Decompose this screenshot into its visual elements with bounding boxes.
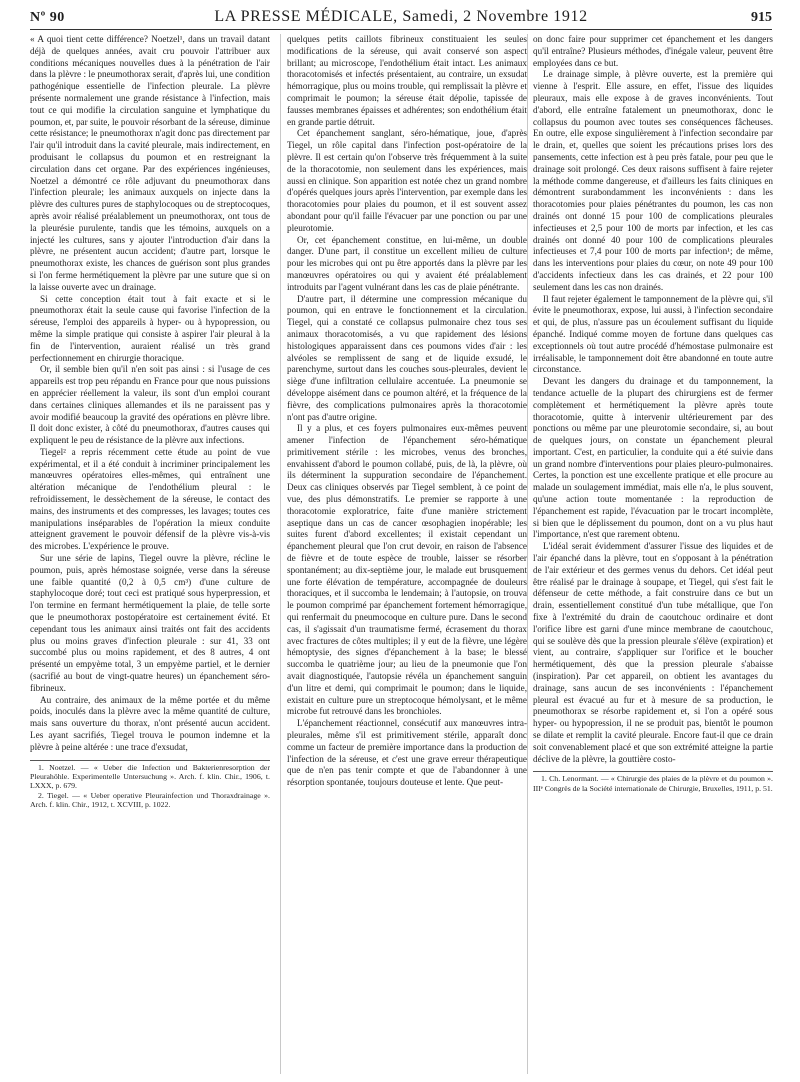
paragraph: Devant les dangers du drainage et du tamponnement, la tendance actuelle de la plupart des chirurgiens est de fermer complètement et hermétiquement la plèvre après toute thoracotomie, quitte à intervenir ultérieurement par des ponctions ou même par une pleurotomie secondaire, si, au bout de quelques jours, on constate un épanchement pleural important. C'est, en particulier, la conduite qui a été suivie dans un grand nombre d'interventions pour plaies pleuro-pulmonaires. Certes, la ponction est une excellente pratique et elle procure au malade un soulagement immédiat, mais elle n'a, le plus souvent, qu'une action toute momentanée : la reproduction de l'épanchement est rapide, l'évacuation par le trocart incomplète, si bien que le déplissement du poumon, dont on a vu plus haut l'importance, n'est que rarement obtenu. — [533, 376, 773, 540]
paragraph: Cet épanchement sanglant, séro-hématique, joue, d'après Tiegel, un rôle capital dans l'infection post-opératoire de la plèvre. Il est certain qu'on l'observe très fréquemment à la suite de la thoracotomie, non seulement dans les expériences, mais aussi en clinique. Son apparition est notée chez un grand nombre d'opérés quelques jours après l'intervention, par exemple dans les thoracotomies pour plaies du poumon, et il est souvent assez abondant pour qu'il faille l'évacuer par une ponction ou par une pleurotomie. — [287, 128, 527, 233]
column-1 — [30, 34, 270, 1078]
column-2 — [287, 34, 527, 1078]
paragraph: Le drainage simple, à plèvre ouverte, est la première qui vienne à l'esprit. Elle assure, en effet, l'issue des liquides pleuraux, mais elle expose à de graves inconvénients. Tout d'abord, elle entraîne fatalement un pneumothorax, donc le collapsus du poumon avec toutes ses conséquences fâcheuses. En outre, elle expose singulièrement à l'infection secondaire par le drain, et, quelles que soient les précautions prises lors des pansements, cette infection est à peu près fatale, pour peu que le drainage soit prolongé. Ces deux raisons suffisent à faire rejeter la méthode comme dangereuse, et d'ailleurs les faits cliniques en démontrent surabondamment les inconvénients : dans les thoracotomies pour plaies pénétrantes du poumon, les cas non drainés ont donné 15 pour 100 de complications pleurales infectieuses et 2,5 pour 100 de morts par infection, et les cas drainés ont donné 40 pour 100 de complications pleurales infectieuses et 7,4 pour 100 de morts par infection¹; de même, dans les interventions pour plaies du cœur, on note 49 pour 100 d'accidents infectieux dans les cas drainés, et 22 pour 100 seulement dans les cas non drainés. — [533, 69, 773, 292]
paragraph: L'épanchement réactionnel, consécutif aux manœuvres intra-pleurales, même s'il est primitivement stérile, apparaît donc comme un facteur de première importance dans la production de l'infection de la séreuse, et c'est une grave erreur thérapeutique que de n'en pas tenir compte et que de l'abandonner à une résorption spontanée, toujours douteuse et lente. Que peut- — [287, 718, 527, 788]
paragraph: Or, cet épanchement constitue, en lui-même, un double danger. D'une part, il constitue un excellent milieu de culture pour les microbes qui ont pu être apportés dans la plèvre par les manœuvres opératoires ou qui y avaient été préalablement introduits par l'agent vulnérant dans les cas de plaie pénétrante. — [287, 234, 527, 292]
paragraph: Si cette conception était tout à fait exacte et si le pneumothorax était la seule cause qui favorise l'infection de la séreuse, l'emploi des appareils à hyper- ou à hypopression, ou même la simple pratique qui consiste à aspirer l'air pleural à la fin de l'intervention, auraient réalisé un très grand perfectionnement en chirurgie thoracique. — [30, 293, 270, 363]
paragraph: Tiegel² a repris récemment cette étude au point de vue expérimental, et il a été conduit à incriminer principalement les manœuvres opératoires elles-mêmes, qui entraînent une altération mécanique de l'endothélium pleural : le refroidissement, le dessèchement de la séreuse, le contact des mains, des instruments et des compresses, les lavages; toutes ces manipulations inséparables de l'opération la mieux conduite atteignent gravement le pouvoir défensif de la plèvre vis-à-vis des microbes. L'expérience le prouve. — [30, 446, 270, 552]
page-header — [30, 4, 772, 30]
column-2-body — [287, 34, 527, 789]
page-number: 915 — [751, 10, 772, 25]
footnotes — [533, 771, 773, 793]
paragraph: Or, il semble bien qu'il n'en soit pas ainsi : si l'usage de ces appareils est trop peu répandu en France pour que nous puissions en apprécier réellement la valeur, ils sont d'un emploi courant dans certaines cliniques allemandes et ils ne paraissent pas y avoir modifié beaucoup la gravité des opérations en plèvre libre. Il doit donc exister, à côté du pneumothorax, d'autres causes qui expliquent le peu de résistance de la plèvre aux infections. — [30, 364, 270, 446]
footnote: 1. Noetzel. — « Ueber die Infection und Bakterienresorption der Pleurahöhle. Experimentelle Untersuchung ». Arch. f. klin. Chir., 1906, t. LXXX, p. 679. — [30, 762, 270, 791]
column-3-body — [533, 34, 773, 765]
column-divider — [280, 34, 281, 1074]
paragraph: on donc faire pour supprimer cet épanchement et les dangers qu'il entraîne? Plusieurs méthodes, d'inégale valeur, peuvent être employées dans ce but. — [533, 34, 773, 68]
column-3 — [533, 34, 773, 1078]
journal-title: LA PRESSE MÉDICALE, Samedi, 2 Novembre 1912 — [214, 8, 588, 25]
paragraph: Sur une série de lapins, Tiegel ouvre la plèvre, récline le poumon, puis, après hémostase soignée, verse dans la séreuse une faible quantité (0,2 à 0,5 cm³) d'une culture de staphylocoque doré; tout ceci est pratiqué sous hyperpression, et l'on termine en fermant hermétiquement la plaie, de telle sorte que le pneumothorax postopératoire est certainement évité. Et cependant tous les animaux ainsi traités ont fait des accidents plus ou moins graves d'infection pleurale : sur 41, 33 ont succombé plus ou moins rapidement, et des 8 autres, 4 ont présenté un empyème total, 3 un empyème partiel, et le dernier (sacrifié au bout de vingt-quatre heures) un épanchement séro-fibrineux. — [30, 553, 270, 693]
paragraph: quelques petits caillots fibrineux constituaient les seules modifications de la séreuse, qui avait conservé son aspect brillant; au microscope, l'endothélium était intact. Les animaux thoracotomisés et infectés présentaient, au contraire, un exsudat hémorragique, plus ou moins trouble, qui remplissait la plèvre et comprimait le poumon; la séreuse était dépolie, tapissée de fausses membranes épaisses et adhérentes; son endothélium était en grande partie détruit. — [287, 34, 527, 127]
issue-number: Nº 90 — [30, 10, 65, 25]
paragraph: Au contraire, des animaux de la même portée et du même poids, inoculés dans la plèvre avec la même quantité de culture, mais sans ouverture du thorax, n'ont présenté aucun accident. Les ayant sacrifiés, Tiegel trouva le poumon indemne et la plèvre à peine altérée : une trace d'exsudat, — [30, 694, 270, 752]
footnotes — [30, 760, 270, 810]
footnote: 1. Ch. Lenormant. — « Chirurgie des plaies de la plèvre et du poumon ». IIIᵉ Congrès de la Société internationale de Chirurgie, Bruxelles, 1911, p. 51. — [533, 774, 773, 793]
paragraph: « A quoi tient cette différence? Noetzel¹, dans un travail datant déjà de quelques années, avait cru pouvoir l'attribuer aux conditions mécaniques nouvelles dues à la pénétration de l'air dans la plèvre : le pneumothorax serait, d'après lui, une condition pathogénique essentielle de l'infection pleurale. La plèvre présente normalement une grande résistance à l'infection, mais tout ce qui modifie la circulation sanguine et lymphatique du poumon, et, par suite, le pouvoir résorbant de la séreuse, diminue cette résistance; le pneumothorax n'agit donc pas directement par l'air qu'il introduit dans la cavité pleurale, mais indirectement, en produisant le collapsus du poumon et en restreignant la circulation dans cet organe. Par des expériences ingénieuses, Noetzel a démontré ce rôle adjuvant du pneumothorax dans l'infection pleurale; les animaux auxquels on injecte dans la plèvre des cultures pures de staphylocoques ou de streptocoques, après avoir réalisé préalablement un pneumothorax, ont tous de la pleurésie purulente, tandis que les témoins, auxquels on a injecté les cultures, sans y ajouter l'introduction d'air dans la plèvre, ne présentent aucun accident; d'autre part, lorsque le pneumothorax existe, les chances de guérison sont plus grandes si l'on ferme hermétiquement la plèvre par une suture que si on la laisse ouverte avec un drainage. — [30, 34, 270, 292]
column-divider — [527, 34, 528, 1074]
paragraph: Il faut rejeter également le tamponnement de la plèvre qui, s'il évite le pneumothorax, expose, lui aussi, à l'infection secondaire et qui, de plus, n'assure pas un écoulement suffisant du liquide épanché. Indiqué comme moyen de fortune dans quelques cas exceptionnels où tout autre procédé d'hémostase pulmonaire est irréalisable, le tamponnement doit être abandonné en toute autre circonstance. — [533, 293, 773, 375]
column-1-body — [30, 34, 270, 754]
paragraph: D'autre part, il détermine une compression mécanique du poumon, qui en entrave le fonctionnement et la circulation. Tiegel, qui a constaté ce collapsus pulmonaire chez tous ses animaux thoracotomisés, a vu que rapidement des lésions histologiques apparaissent dans ces poumons vides d'air : les alvéoles se remplissent de sang et de liquide exsudé, le parenchyme, surtout dans les couches sous-pleurales, devient le siège d'une infiltration cellulaire accentuée. La pneumonie se développe aisément dans ce poumon altéré, et la fréquence de la fièvre, des complications pulmonaires après la thoracotomie n'ont pas d'autre origine. — [287, 293, 527, 422]
footnote: 2. Tiegel. — « Ueber operative Pleurainfection und Thoraxdrainage ». Arch. f. klin. Chir., 1912, t. XCVIII, p. 1022. — [30, 790, 270, 810]
header-rule — [30, 29, 772, 30]
paragraph: L'idéal serait évidemment d'assurer l'issue des liquides et de l'air épanché dans la plèvre, tout en s'opposant à la pénétration de l'air extérieur et des germes venus du dehors. Cet idéal peut être réalisé par le drainage à soupape, et Tiegel, qui s'est fait le défenseur de cette méthode, a fait construire dans ce but un drain, essentiellement constitué d'un tube métallique, que l'on fixe à l'extrémité du drain de caoutchouc ordinaire et dont l'orifice libre est garni d'une mince membrane de caoutchouc, qui se soulève dès que la pression pleurale s'élève (expiration) et vient, au contraire, s'appliquer sur l'orifice et le boucher hermétiquement, dès que la pression pleurale s'abaisse (inspiration). Par cet appareil, on obtient les avantages du drainage, sans aucun de ses inconvénients : l'épanchement pleural est évacué au fur et à mesure de sa production, le pneumothorax se résorbe rapidement et, si l'on a opéré sous hyper- ou hypopression, il ne se produit pas, bientôt le poumon se dilate et remplit la cavité pleurale. Encore faut-il que ce drain soit convenablement placé et que son extrémité atteigne la partie déclive de la plèvre, la gouttière costo- — [533, 541, 773, 764]
paragraph: Il y a plus, et ces foyers pulmonaires eux-mêmes peuvent amener l'infection de l'épanchement séro-hématique primitivement stérile : les microbes, venus des bronches, envahissent d'abord le poumon collabé, puis, de là, la plèvre, où ils déterminent la suppuration secondaire de l'épanchement. Deux cas cliniques observés par Tiegel semblent, à ce point de vue, des plus démonstratifs. Le premier se rapporte à une thoracotomie exploratrice, faite d'une manière strictement aseptique dans un cas de cancer œsophagien inopérable; les suites furent d'abord excellentes; il existait cependant un épanchement pleural que l'on crut devoir, en raison de l'absence de fièvre et de toute espèce de trouble, laisser se résorber spontanément; au dix-septième jour, le malade eut brusquement une forte élévation de température, accompagnée de douleurs thoraciques, et il succomba le lendemain; à l'autopsie, on trouva le poumon comprimé par épanchement fortement hémorragique, qui renfermait du pneumocoque en culture pure. Dans le second cas, il s'agissait d'un traumatisme fermé, écrasement du thorax avec fractures de côtes multiples; il y eut de la fièvre, une légère hémoptysie, des signes d'épanchement à la base; le blessé succomba le quatrième jour; au lieu de la pneumonie que l'on avait diagnostiquée, l'autopsie révéla un épanchement sanguin d'un litre et demi, qui comprimait le poumon; dans le liquide, existait en culture pure un streptocoque hémolysant, et le même microbe fut retrouvé dans les bronchioles. — [287, 423, 527, 717]
